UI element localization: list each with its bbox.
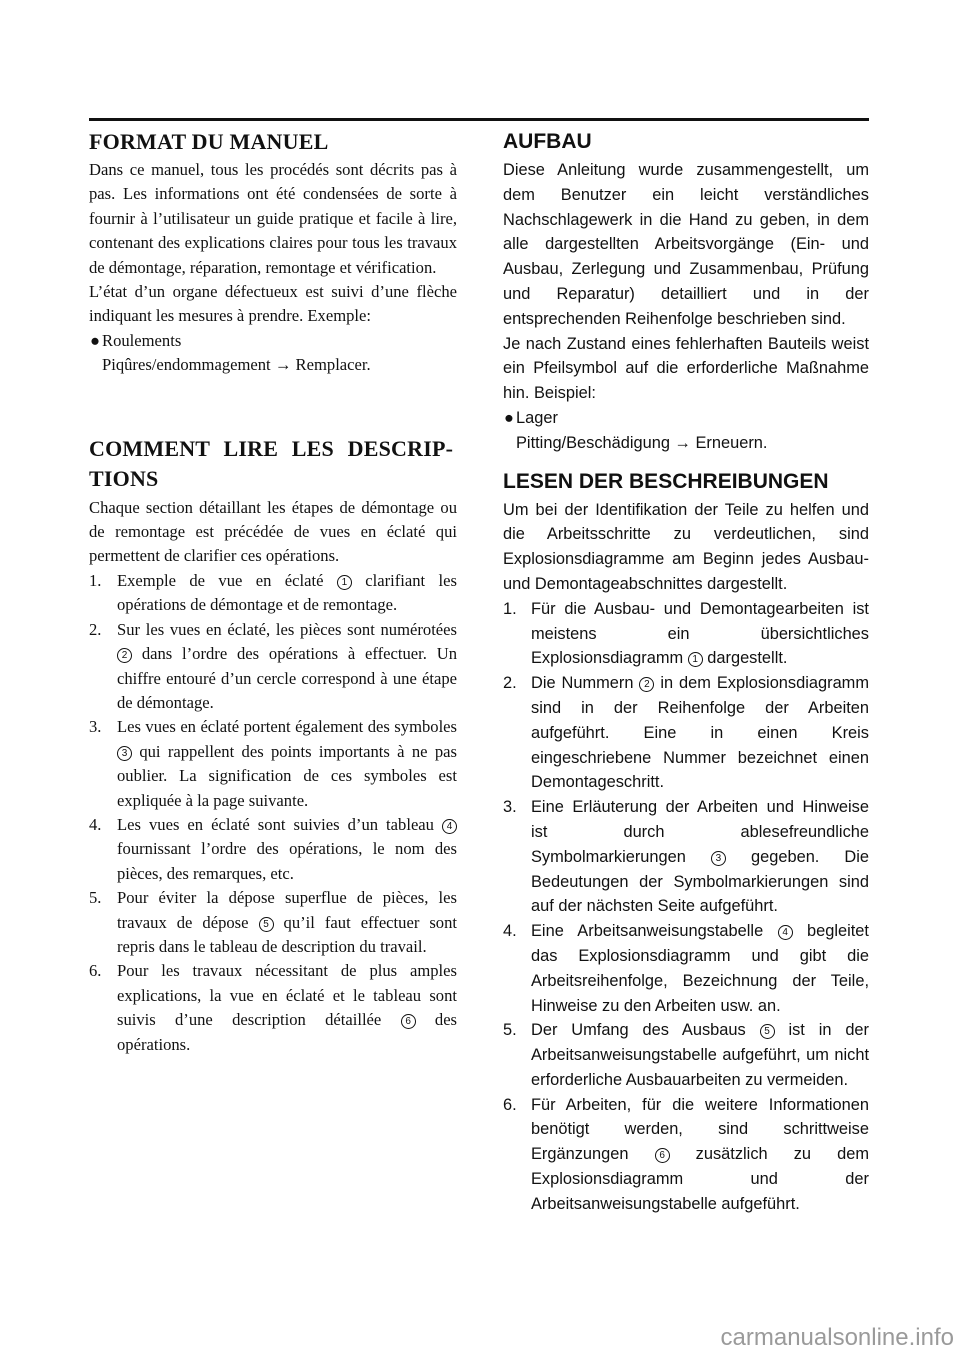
item-number: 2. <box>503 674 517 693</box>
paragraph: Diese Anleitung wurde zusammengestellt, um dem Benutzer ein leicht verständliches Nachschlagewerk in die Hand zu geben, in dem alle dargestellten Arbeitsvorgänge (Ein- und Ausbau, Zerlegung und Zusammenbau, Prüfung und Reparatur) detailliert und in der entsprechenden Reihenfolge beschrieben sind. <box>503 161 869 328</box>
item-text: Für Arbeiten, für die weitere Informationen benötigt werden, sind schrittweise Ergänzungen <box>531 1095 869 1164</box>
item-text: Sur les vues en éclaté, les pièces sont numérotées <box>117 619 457 639</box>
item-text: Eine Arbeitsanweisungstabelle <box>531 922 764 941</box>
item-text: Der Umfang des Ausbaus <box>531 1021 746 1040</box>
list-item <box>89 813 457 886</box>
item-text: Eine Erläuterung der Arbeiten und Hinweise ist durch ablesefreundliche Symbolmarkierungen <box>531 798 869 866</box>
item-text: Pour éviter la dépose superflue de pièces, les travaux de dépose <box>117 888 457 932</box>
circled-number-icon: 2 <box>117 648 132 663</box>
circled-number-icon: 1 <box>337 575 352 590</box>
item-number: 3. <box>503 798 517 817</box>
paragraph: Chaque section détaillant les étapes de démontage ou de remontage est précédée de vues en éclaté qui permettent de clarifier ces opérations. <box>89 497 457 566</box>
item-text: des opérations. <box>117 1010 458 1054</box>
item-text: gegeben. Die Bedeutungen der Symbolmarkierungen sind auf der nächsten Seite aufgeführt. <box>531 847 870 916</box>
item-text: dans l’ordre des opérations à effectuer. Un chiffre entouré d’un cercle correspond à une étape de démontage. <box>117 644 457 712</box>
circled-number-icon: 6 <box>655 1148 670 1163</box>
list-item <box>89 569 457 618</box>
circled-number-icon: 1 <box>688 652 703 667</box>
german-column <box>503 128 869 1217</box>
list-item <box>503 795 869 919</box>
item-text: ist in der Arbeitsanweisungstabelle aufgeführt, um nicht erforderliche Ausbauarbeiten zu vermeiden. <box>531 1021 870 1089</box>
item-text: dargestellt. <box>707 649 788 668</box>
circled-number-icon: 4 <box>778 925 793 940</box>
item-number: 5. <box>503 1021 517 1040</box>
item-number: 4. <box>89 814 102 834</box>
circled-number-icon: 4 <box>442 819 457 834</box>
paragraph: Je nach Zustand eines fehlerhaften Bauteils weist ein Pfeilsymbol auf die erforderliche Maßnahme hin. Beispiel: <box>503 334 869 403</box>
list-item <box>89 715 457 813</box>
bullet-detail: Pitting/Beschädigung → Erneuern. <box>516 433 768 452</box>
steps-list <box>89 569 457 1057</box>
list-item <box>89 959 457 1057</box>
circled-number-icon: 3 <box>117 746 132 761</box>
paragraph: Dans ce manuel, tous les procédés sont décrits pas à pas. Les informations ont été condensées de sorte à fournir à l’utilisateur un guide pratique et facile à lire, contenant des explications claires pour tous les travaux de démontage, réparation, remontage et vérification. <box>89 160 457 277</box>
list-item <box>89 886 457 959</box>
item-text: Pour les travaux nécessitant de plus amples explications, la vue en éclaté et le tableau sont suivis d’une description détaillée <box>117 961 457 1030</box>
paragraph: Um bei der Identifikation der Teile zu helfen und die Arbeitsschritte zu verdeutlichen, sind Explosionsdiagramme am Beginn jedes Ausbau- und Demontageabschnittes dargestellt. <box>503 500 869 593</box>
list-item <box>89 618 457 716</box>
section-title-aufbau: AUFBAU <box>503 130 592 153</box>
list-item <box>503 1093 869 1217</box>
circled-number-icon: 3 <box>711 851 726 866</box>
section-title-format: FORMAT DU MANUEL <box>89 129 329 154</box>
item-text: Les vues en éclaté sont suivies d’un tableau <box>117 814 434 834</box>
item-text: Die Nummern <box>531 674 634 693</box>
item-number: 1. <box>503 599 517 618</box>
circled-number-icon: 5 <box>259 917 274 932</box>
french-column <box>89 128 457 1057</box>
item-number: 6. <box>503 1095 517 1114</box>
item-text: Für die Ausbau- und Demontagearbeiten ist meistens ein übersichtliches Explosionsdiagramm <box>531 599 869 668</box>
bullet-dot-icon: ● <box>504 408 514 427</box>
item-text: qu’il faut effectuer sont repris dans le tableau de description du travail. <box>117 912 458 956</box>
list-item <box>503 919 869 1018</box>
bullet-item <box>503 406 869 431</box>
paragraph: L’état d’un organe défectueux est suivi d’une flèche indiquant les mesures à prendre. Exemple: <box>89 282 457 326</box>
top-rule <box>89 118 869 121</box>
watermark-link[interactable]: carmanualsonline.info <box>720 1324 954 1351</box>
bullet-item <box>89 329 457 353</box>
bullet-detail: Piqûres/endommagement → Remplacer. <box>102 355 371 375</box>
circled-number-icon: 6 <box>401 1014 416 1029</box>
item-number: 2. <box>89 619 102 639</box>
bullet-dot-icon: ● <box>90 330 101 350</box>
item-text: zusätzlich zu dem Explosionsdiagramm und der Arbeitsanweisungstabelle aufgeführt. <box>531 1145 869 1213</box>
bullet-label: Roulements <box>102 330 182 350</box>
item-number: 4. <box>503 922 517 941</box>
item-number: 6. <box>89 961 102 981</box>
section-title-lesen: LESEN DER BESCHREIBUNGEN <box>503 469 829 493</box>
section-title-comment-lire: COMMENT LIRE LES DESCRIP-TIONS <box>89 435 454 491</box>
item-number: 1. <box>89 570 102 590</box>
item-text: Exemple de vue en éclaté <box>117 570 324 590</box>
circled-number-icon: 2 <box>639 677 654 692</box>
item-text: Les vues en éclaté portent également des symboles <box>117 717 457 737</box>
item-text: qui rappellent des points importants à ne pas oublier. La signification de ces symboles est expliquée à la page suivante. <box>117 741 457 810</box>
steps-list <box>503 597 869 1217</box>
circled-number-icon: 5 <box>760 1024 775 1039</box>
item-text: clarifiant les opérations de démontage et de remontage. <box>117 570 457 615</box>
item-number: 3. <box>89 717 102 737</box>
list-item <box>503 671 869 795</box>
list-item <box>503 1018 869 1092</box>
item-text: begleitet das Explosionsdiagramm und gibt die Arbeitsreihenfolge, Bezeichnung der Teile, Hinweise zu den Arbeiten usw. an. <box>531 922 869 1015</box>
list-item <box>503 597 869 671</box>
item-number: 5. <box>89 888 102 908</box>
item-text: in dem Explosionsdiagramm sind in der Reihenfolge der Arbeiten aufgeführt. Eine in einen Kreis eingeschriebene Nummer bezeichnet einen Demontageschritt. <box>531 674 869 792</box>
bullet-label: Lager <box>516 408 558 427</box>
item-text: fournissant l’ordre des opérations, le nom des pièces, des remarques, etc. <box>117 839 457 883</box>
